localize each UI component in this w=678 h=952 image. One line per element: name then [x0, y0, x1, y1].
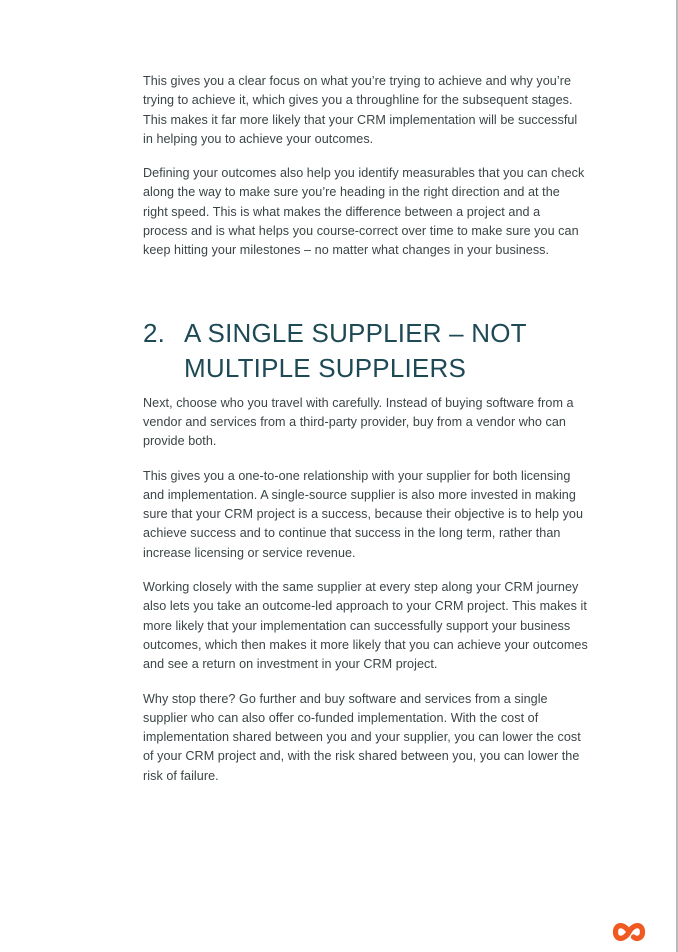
section-paragraph-3: Working closely with the same supplier at every step along your CRM journey also lets you take an outcome-led approach to your CRM project. This makes it more likely that your implementation can successfully support your business outcomes, which then makes it more likely that you can achieve your outcomes and see a return on investment in your CRM project.	[143, 580, 588, 672]
section-paragraph-1: Next, choose who you travel with carefully. Instead of buying software from a vendor and services from a third-party provider, buy from a vendor who can provide both.	[143, 395, 574, 449]
infinity-logo-icon	[611, 919, 647, 945]
section-title: A SINGLE SUPPLIER – NOT MULTIPLE SUPPLIERS	[184, 317, 527, 383]
section-heading	[143, 316, 588, 386]
section-paragraph-2: This gives you a one-to-one relationship with your supplier for both licensing and implementation. A single-source supplier is also more invested in making sure that your CRM project is a success, because their objective is to help you achieve success and to continue that success in the long term, rather than increase licensing or service revenue.	[143, 468, 584, 560]
document-body	[143, 72, 588, 786]
intro-paragraph-2: Defining your outcomes also help you identify measurables that you can check along the way to make sure you’re heading in the right direction and at the right speed. This is what makes the difference between a project and a process and is what helps you course-correct over time to make sure you can keep hitting your milestones – no matter what changes in your business.	[143, 166, 585, 258]
intro-paragraph-1: This gives you a clear focus on what you’re trying to achieve and why you’re trying to achieve it, which gives you a throughline for the subsequent stages. This makes it far more likely that your CRM implementation will be successful in helping you to achieve your outcomes.	[143, 74, 578, 146]
section-paragraph-4: Why stop there? Go further and buy software and services from a single supplier who can also offer co-funded implementation. With the cost of implementation shared between you and your supplier, you can lower the cost of your CRM project and, with the risk shared between you, you can lower the risk of failure.	[143, 691, 581, 783]
section-number: 2.	[143, 317, 166, 348]
